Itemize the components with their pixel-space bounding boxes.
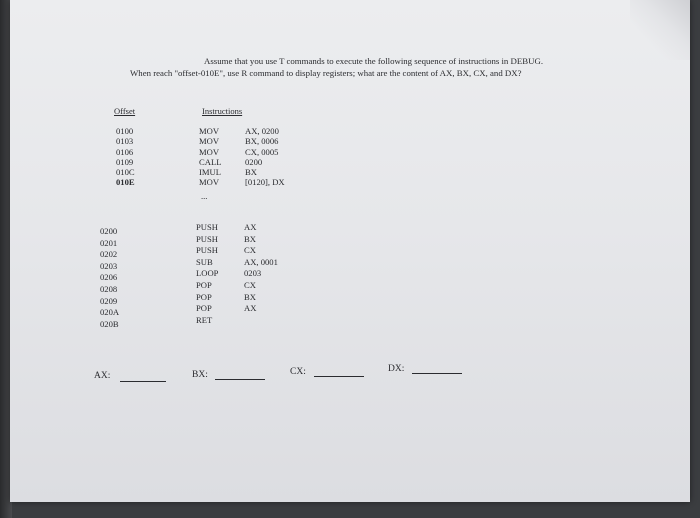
offset-cell: 0209 [100, 295, 118, 306]
opcode-cell: MOV [199, 136, 220, 147]
offset-header: Offset [114, 106, 136, 116]
offset-cell-highlighted: 010E [116, 177, 135, 188]
cx-answer-label: CX: [290, 367, 306, 377]
offset-cell: 0106 [116, 146, 134, 157]
ax-answer-label: AX: [94, 371, 111, 381]
operand-cell: BX [244, 291, 256, 302]
opcode-cell: MOV [199, 146, 220, 157]
offset-cell: 0100 [116, 126, 134, 136]
page-corner-shadow [630, 0, 690, 60]
operand-cell: AX, 0001 [244, 256, 278, 267]
opcode-cell: POP [196, 279, 212, 290]
bx-answer-blank[interactable] [215, 379, 265, 380]
opcode-cell: POP [196, 291, 212, 302]
opcode-cell: SUB [196, 256, 213, 267]
operand-cell: [0120], DX [245, 177, 285, 188]
opcode-cell: POP [196, 303, 212, 314]
block2-offset-column [100, 226, 119, 330]
opcode-cell: CALL [199, 156, 222, 167]
bx-answer-label: BX: [192, 370, 208, 380]
offset-cell: 0206 [100, 272, 118, 283]
opcode-cell: RET [196, 314, 213, 325]
offset-cell: 020B [100, 318, 119, 329]
offset-cell: 0109 [116, 156, 134, 167]
operand-cell [244, 315, 278, 327]
block2-opcode-column [196, 222, 218, 326]
opcode-cell: MOV [199, 126, 220, 136]
operand-cell: 0203 [244, 268, 262, 279]
ellipsis: ... [201, 191, 208, 201]
opcode-cell: IMUL [199, 167, 221, 178]
offset-cell: 020A [100, 307, 120, 318]
operand-cell: BX [245, 167, 257, 178]
cx-answer-blank[interactable] [314, 376, 364, 377]
operand-cell: CX [244, 245, 256, 256]
operand-cell: CX [244, 279, 256, 290]
opcode-cell: MOV [199, 177, 220, 188]
offset-cell: 0200 [100, 226, 118, 236]
operand-cell: AX [244, 303, 257, 314]
offset-cell: 0208 [100, 283, 118, 294]
offset-cell: 0103 [116, 136, 134, 147]
question-line-1: Assume that you use T commands to execute the following sequence of instructions in DEBUG. [204, 56, 544, 66]
block1-offset-column [116, 126, 135, 188]
worksheet-page [10, 0, 690, 502]
block1-operand-column [245, 126, 285, 188]
opcode-cell: PUSH [196, 222, 218, 232]
offset-cell: 0202 [100, 249, 118, 260]
instructions-header: Instructions [202, 106, 243, 116]
operand-cell: BX [244, 233, 256, 244]
block1-opcode-column [199, 126, 221, 188]
offset-cell: 0201 [100, 237, 118, 248]
question-line-2: When reach "offset-010E", use R command to display registers; what are the content of AX, BX, CX, and DX? [130, 68, 522, 78]
offset-cell: 010C [116, 167, 135, 178]
operand-cell: AX [244, 222, 257, 232]
block2-operand-column [244, 222, 278, 326]
operand-cell: CX, 0005 [245, 146, 279, 157]
dx-answer-label: DX: [388, 364, 405, 374]
dx-answer-blank[interactable] [412, 373, 462, 374]
ax-answer-blank[interactable] [120, 381, 166, 382]
opcode-cell: PUSH [196, 245, 218, 256]
operand-cell: BX, 0006 [245, 136, 279, 147]
operand-cell: 0200 [245, 156, 263, 167]
opcode-cell: LOOP [196, 268, 219, 279]
offset-cell: 0203 [100, 260, 118, 271]
opcode-cell: PUSH [196, 233, 218, 244]
operand-cell: AX, 0200 [245, 126, 279, 136]
